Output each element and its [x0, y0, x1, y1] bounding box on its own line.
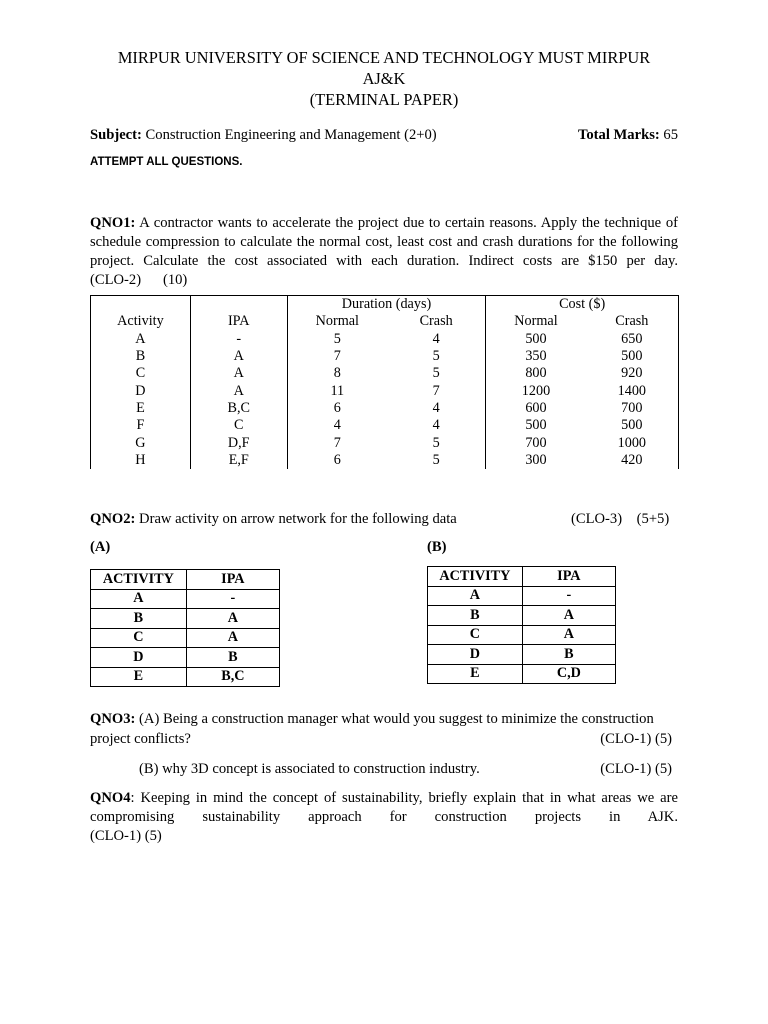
- table-cell: 5: [387, 452, 486, 469]
- subject-label: Subject:: [90, 127, 142, 143]
- table-cell: 5: [287, 331, 387, 348]
- q2-part-a-label: (A): [90, 539, 111, 555]
- table-row: [91, 382, 679, 399]
- table-row: [91, 648, 280, 668]
- table-cell: B: [91, 348, 191, 365]
- q1-line-1: [90, 214, 678, 233]
- table-cell: 300: [486, 452, 586, 469]
- table-cell: C: [190, 417, 287, 434]
- column-header: Crash: [586, 313, 679, 330]
- table-cell: E: [91, 667, 187, 687]
- table-body: [91, 331, 679, 469]
- table-cell: 1200: [486, 382, 586, 399]
- table-cell: B: [91, 609, 187, 629]
- q4-label: QNO4: [90, 790, 131, 806]
- q1-activity-table: [90, 295, 679, 469]
- table-cell: B: [522, 645, 615, 665]
- q3-text-2: project conflicts?: [90, 731, 191, 747]
- table-cell: A: [186, 609, 279, 629]
- table-row: [428, 625, 616, 645]
- table-cell: -: [186, 589, 279, 609]
- table-cell: H: [91, 452, 191, 469]
- table-blank-cell: [91, 296, 191, 314]
- q3-label: QNO3:: [90, 711, 136, 727]
- table-cell: C: [428, 625, 523, 645]
- q1-line-3: project. Calculate the cost associated with each duration. Indirect costs are $150 per day.: [90, 253, 678, 269]
- table-cell: 4: [387, 417, 486, 434]
- table-row: [91, 400, 679, 417]
- table-row: [428, 606, 616, 626]
- table-cell: F: [91, 417, 191, 434]
- table-cell: E,F: [190, 452, 287, 469]
- university-location: AJ&K: [362, 69, 406, 88]
- table-row: [91, 331, 679, 348]
- total-marks-value: 65: [659, 127, 678, 143]
- q2-text: Draw activity on arrow network for the following data: [135, 511, 457, 527]
- q3-line-2: [90, 729, 678, 749]
- table-cell: 11: [287, 382, 387, 399]
- table-cell: 1000: [586, 434, 679, 451]
- question-3: [90, 709, 678, 729]
- question-1: [90, 214, 678, 290]
- q1-line-2: schedule compression to calculate the normal cost, least cost and crash durations for the following: [90, 234, 678, 250]
- q4-line-2: compromising sustainability approach for construction projects in AJK.: [90, 809, 678, 825]
- total-marks-label: Total Marks:: [577, 127, 660, 143]
- table-cell: 350: [486, 348, 586, 365]
- q1-text-1: A contractor wants to accelerate the project due to certain reasons. Apply the technique of: [135, 215, 678, 231]
- table-cell: C: [91, 628, 187, 648]
- table-body: [428, 586, 616, 684]
- question-4: [90, 789, 678, 846]
- column-header: Normal: [486, 313, 586, 330]
- table-row: [91, 434, 679, 451]
- table-cell: B: [428, 606, 523, 626]
- table-cell: 500: [486, 331, 586, 348]
- table-cell: G: [91, 434, 191, 451]
- q3-text-1: (A) Being a construction manager what would you suggest to minimize the construction: [135, 711, 654, 727]
- table-row: [91, 628, 280, 648]
- table-blank-cell: [190, 296, 287, 314]
- table-row: [91, 609, 280, 629]
- instruction: ATTEMPT ALL QUESTIONS.: [90, 156, 243, 168]
- table-cell: A: [190, 348, 287, 365]
- table-row: [91, 589, 280, 609]
- table-cell: 500: [586, 348, 679, 365]
- table-cell: 6: [287, 452, 387, 469]
- q3-part-b-text: (B) why 3D concept is associated to construction industry.: [139, 761, 480, 777]
- table-row: [91, 452, 679, 469]
- table-cell: 4: [387, 331, 486, 348]
- table-body: [91, 589, 280, 687]
- group-header-cost: Cost ($): [486, 296, 679, 314]
- column-header: IPA: [190, 313, 287, 330]
- total-marks: [578, 125, 678, 145]
- column-header: IPA: [522, 567, 615, 587]
- table-header-row: [91, 570, 280, 590]
- university-name: MIRPUR UNIVERSITY OF SCIENCE AND TECHNOLOGY MUST MIRPUR: [117, 48, 651, 67]
- table-cell: 700: [486, 434, 586, 451]
- table-cell: 800: [486, 365, 586, 382]
- table-cell: C,D: [522, 664, 615, 684]
- table-row: [91, 667, 280, 687]
- table-cell: 920: [586, 365, 679, 382]
- q2-marks: (CLO-3) (5+5): [571, 511, 670, 527]
- table-row: [428, 664, 616, 684]
- q1-line-4: (CLO-2) (10): [90, 272, 188, 288]
- table-cell: D: [428, 645, 523, 665]
- table-cell: 7: [387, 382, 486, 399]
- table-cell: B: [186, 648, 279, 668]
- q2-table-b: [427, 566, 616, 684]
- table-cell: D: [91, 382, 191, 399]
- table-cell: A: [522, 606, 615, 626]
- table-group-header-row: [91, 296, 679, 314]
- table-header-row: [91, 313, 679, 330]
- group-header-duration: Duration (days): [287, 296, 486, 314]
- table-cell: E: [428, 664, 523, 684]
- table-row: [91, 348, 679, 365]
- table-cell: 650: [586, 331, 679, 348]
- paper-type: (TERMINAL PAPER): [309, 90, 459, 109]
- table-cell: 700: [586, 400, 679, 417]
- table-cell: A: [91, 589, 187, 609]
- q1-label: QNO1:: [90, 215, 136, 231]
- table-cell: A: [190, 365, 287, 382]
- q3-marks-b: (CLO-1) (5): [600, 761, 672, 777]
- table-cell: B,C: [186, 667, 279, 687]
- table-cell: A: [428, 586, 523, 606]
- table-cell: 4: [287, 417, 387, 434]
- table-row: [428, 586, 616, 606]
- column-header: Crash: [387, 313, 486, 330]
- table-cell: D: [91, 648, 187, 668]
- table-cell: A: [190, 382, 287, 399]
- column-header: IPA: [186, 570, 279, 590]
- column-header: Activity: [91, 313, 191, 330]
- table-cell: 4: [387, 400, 486, 417]
- table-cell: 500: [586, 417, 679, 434]
- table-cell: C: [91, 365, 191, 382]
- table-cell: -: [190, 331, 287, 348]
- table-cell: E: [91, 400, 191, 417]
- q2-part-b-label: (B): [427, 539, 447, 555]
- table-cell: 1400: [586, 382, 679, 399]
- table-cell: 7: [287, 348, 387, 365]
- table-cell: 5: [387, 434, 486, 451]
- table-row: [91, 365, 679, 382]
- column-header: Normal: [287, 313, 387, 330]
- table-cell: B,C: [190, 400, 287, 417]
- table-cell: 600: [486, 400, 586, 417]
- table-cell: D,F: [190, 434, 287, 451]
- subject-line: [90, 125, 678, 145]
- table-cell: A: [522, 625, 615, 645]
- table-cell: 7: [287, 434, 387, 451]
- q2-label: QNO2:: [90, 511, 136, 527]
- table-cell: 6: [287, 400, 387, 417]
- table-cell: 8: [287, 365, 387, 382]
- table-header-row: [428, 567, 616, 587]
- table-cell: A: [186, 628, 279, 648]
- table-cell: A: [91, 331, 191, 348]
- subject-value: Construction Engineering and Management (2+0): [141, 127, 437, 143]
- q4-text-1: : Keeping in mind the concept of sustainability, briefly explain that in what areas we are: [130, 790, 678, 806]
- question-2: [90, 509, 678, 529]
- q2-table-a: [90, 569, 280, 687]
- table-cell: 5: [387, 348, 486, 365]
- table-cell: -: [522, 586, 615, 606]
- q4-line-3: (CLO-1) (5): [90, 828, 162, 844]
- q3-marks-a: (CLO-1) (5): [600, 731, 672, 747]
- table-cell: 420: [586, 452, 679, 469]
- table-cell: 5: [387, 365, 486, 382]
- table-row: [91, 417, 679, 434]
- column-header: ACTIVITY: [428, 567, 523, 587]
- table-row: [428, 645, 616, 665]
- table-cell: 500: [486, 417, 586, 434]
- column-header: ACTIVITY: [91, 570, 187, 590]
- q4-line-1: [90, 789, 678, 808]
